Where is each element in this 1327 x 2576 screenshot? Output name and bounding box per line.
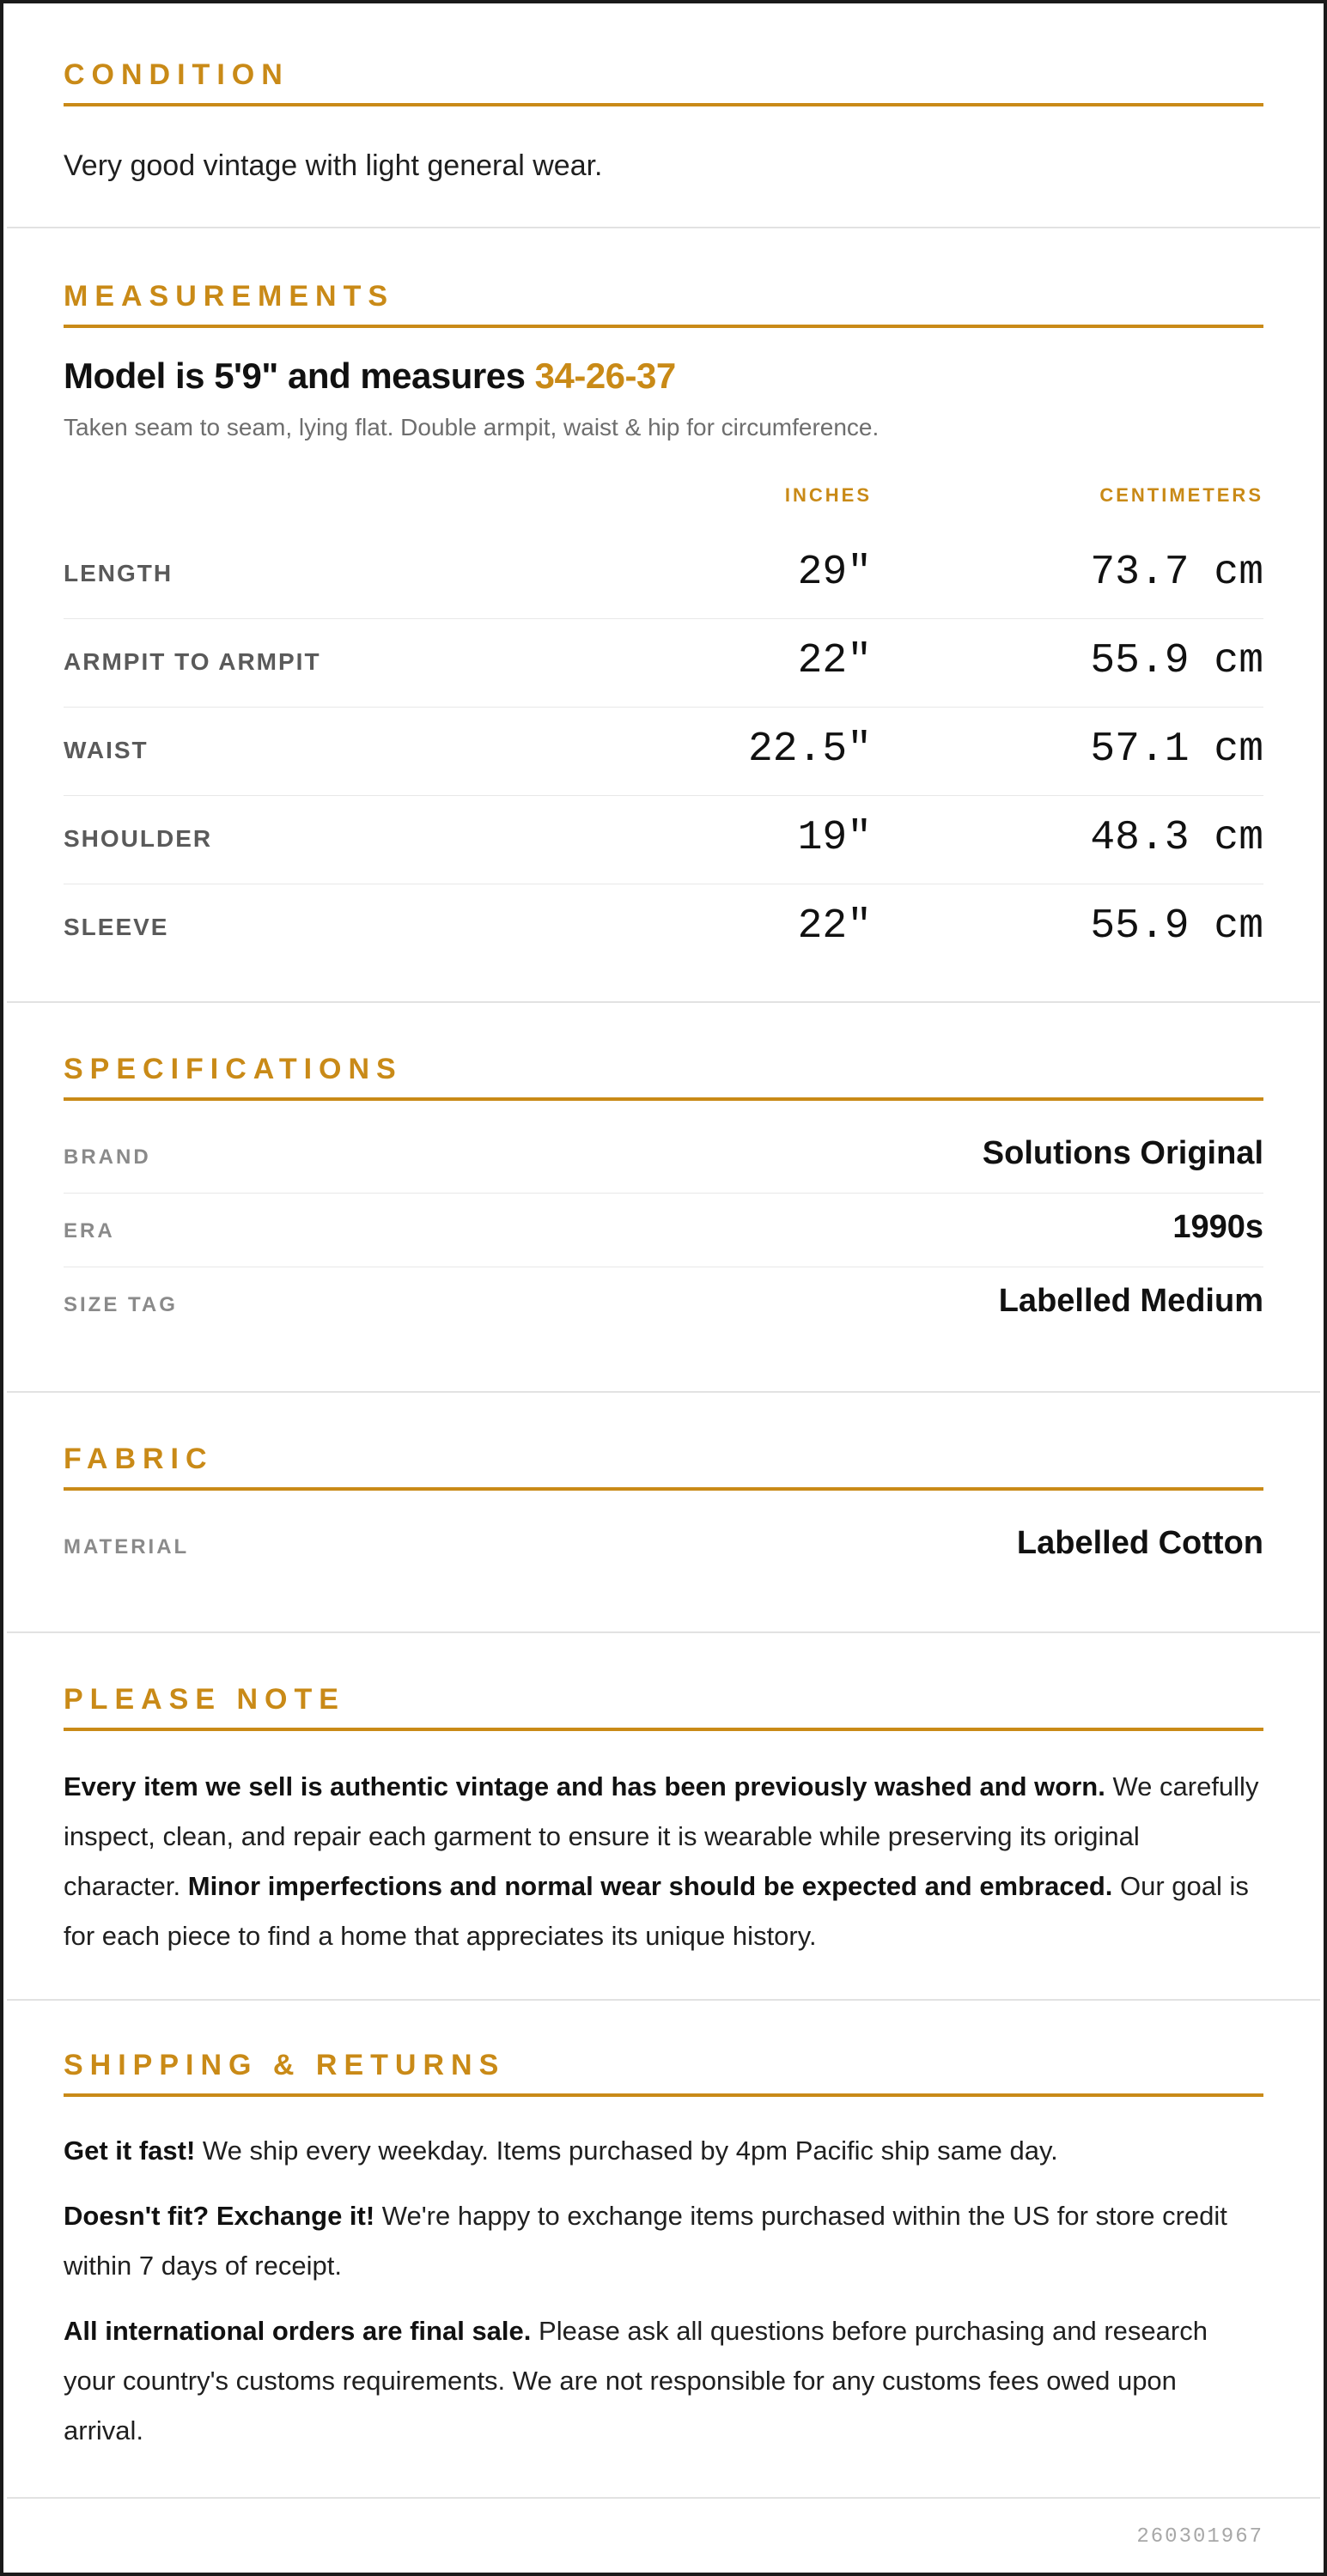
spec-label: BRAND <box>64 1145 151 1169</box>
shipping-p3-text: Please ask all questions before purchasing and research your country's customs requirements. We are not responsible for any customs fees owed upon arrival. <box>64 2316 1208 2445</box>
measurement-inches: 29" <box>797 550 872 596</box>
condition-heading: CONDITION <box>64 60 1263 106</box>
inches-column-header: INCHES <box>784 484 872 506</box>
spec-row <box>64 1194 1263 1267</box>
measurement-inches: 19" <box>797 815 872 861</box>
spec-row <box>64 1510 1263 1583</box>
spec-value: Labelled Cotton <box>1016 1525 1263 1561</box>
table-row <box>64 796 1263 884</box>
please-note-section <box>7 1633 1320 2001</box>
condition-section <box>7 3 1320 228</box>
shipping-p3-bold: All international orders are final sale. <box>64 2316 532 2346</box>
please-note-text-1: We carefully inspect, clean, and repair each garment to ensure it is wearable while preserving its original character. <box>64 1771 1259 1901</box>
measurements-section <box>7 228 1320 1003</box>
please-note-bold-2: Minor imperfections and normal wear should be expected and embraced. <box>187 1871 1113 1901</box>
spec-row <box>64 1120 1263 1194</box>
please-note-heading: PLEASE NOTE <box>64 1685 1263 1731</box>
specifications-section <box>7 1003 1320 1393</box>
measurement-cm: 48.3 cm <box>1090 815 1263 861</box>
measurement-inches: 22" <box>797 638 872 684</box>
measurement-inches: 22.5" <box>747 726 872 773</box>
measurements-heading: MEASUREMENTS <box>64 282 1263 328</box>
measurement-label: LENGTH <box>64 560 173 586</box>
please-note-text-2: Our goal is for each piece to find a home that appreciates its unique history. <box>64 1871 1249 1951</box>
shipping-paragraph-2 <box>64 2191 1263 2291</box>
shipping-p2-bold: Doesn't fit? Exchange it! <box>64 2201 375 2231</box>
condition-text: Very good vintage with light general wear. <box>64 149 603 182</box>
table-row <box>64 708 1263 796</box>
spec-label: ERA <box>64 1219 115 1242</box>
measurement-cm: 73.7 cm <box>1090 550 1263 596</box>
measurement-inches: 22" <box>797 903 872 950</box>
shipping-p1-bold: Get it fast! <box>64 2136 196 2166</box>
centimeters-column-header: CENTIMETERS <box>1099 484 1263 506</box>
model-measures-value: 34-26-37 <box>534 355 676 396</box>
measurement-cm: 55.9 cm <box>1090 638 1263 684</box>
fabric-heading: FABRIC <box>64 1444 1263 1491</box>
measurement-label: ARMPIT TO ARMPIT <box>64 648 321 675</box>
shipping-p1-text: We ship every weekday. Items purchased by 4pm Pacific ship same day. <box>195 2136 1058 2166</box>
spec-value: Labelled Medium <box>998 1283 1263 1319</box>
shipping-paragraph-3 <box>64 2306 1263 2456</box>
spec-label: MATERIAL <box>64 1535 190 1558</box>
measurement-label: SHOULDER <box>64 825 213 852</box>
measurement-cm: 55.9 cm <box>1090 903 1263 950</box>
please-note-bold-1: Every item we sell is authentic vintage and has been previously washed and worn. <box>64 1771 1105 1801</box>
table-row <box>64 619 1263 708</box>
spec-label: SIZE TAG <box>64 1293 178 1316</box>
fabric-section <box>7 1393 1320 1633</box>
spec-value: 1990s <box>1172 1209 1263 1245</box>
shipping-section <box>7 2001 1320 2499</box>
measurement-label: WAIST <box>64 737 149 763</box>
measurements-subtitle: Taken seam to seam, lying flat. Double armpit, waist & hip for circumference. <box>64 414 880 440</box>
spec-row <box>64 1267 1263 1341</box>
shipping-p2-text: We're happy to exchange items purchased within the US for store credit within 7 days of receipt. <box>64 2201 1227 2281</box>
spec-value: Solutions Original <box>982 1135 1263 1171</box>
table-row <box>64 531 1263 619</box>
table-row <box>64 884 1263 973</box>
please-note-text <box>64 1762 1263 1961</box>
shipping-paragraph-1 <box>64 2126 1263 2176</box>
measurement-label: SLEEVE <box>64 914 169 940</box>
specifications-heading: SPECIFICATIONS <box>64 1054 1263 1101</box>
shipping-heading: SHIPPING & RETURNS <box>64 2050 1263 2097</box>
measurement-cm: 57.1 cm <box>1090 726 1263 773</box>
model-measures-prefix: Model is 5'9" and measures <box>64 355 535 396</box>
model-measures-line <box>64 355 676 397</box>
sku-number: 260301967 <box>1136 2525 1263 2549</box>
